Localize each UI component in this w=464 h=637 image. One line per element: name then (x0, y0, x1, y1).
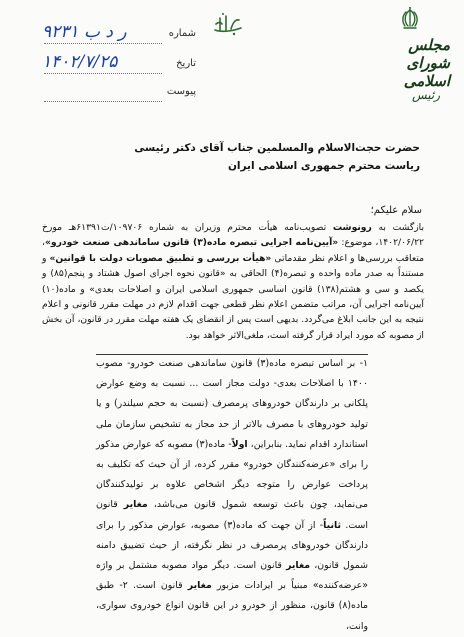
quote-text: - ماده(۳) مصوبه که عوارض مذکور را برای «عرضه‌کنندگان خودرو» مقرر کرده، از آن حیث که تکلیف به پرداخت عوارض را متوجه دیگر اشخاص علاوه بر تولیدکنندگان می‌نماید، چون باعث توسعه شمول قانون می‌باشد، (96, 438, 368, 511)
quote-bold: مغایر (286, 560, 311, 572)
paragraph-text: ، متعاقب بررسی‌ها و اعلام نظر مقدماتی (42, 237, 424, 264)
addressee-line-1: حضرت حجت‌الاسلام والمسلمین جناب آقای دکتر رئیسی (134, 142, 420, 154)
attachment-underline (44, 101, 162, 102)
quote-bold: مغایر (187, 580, 212, 592)
quote-text: - از آن جهت که ماده(۳) مصوبه، عوارض مذکور را برای دارندگان خودروهای پرمصرف در نظر نگرفته، از حیث تضییق دامنه شمول قانون، (96, 519, 368, 572)
quote-text: قانون است. ۲- طبق ماده(۸) قانون، منظور از خودرو در این قانون انواع خودروی سواری، وانت، (96, 580, 368, 632)
paragraph-text: و مستنداً به صدر ماده واحده و تبصره(۴) الحاقی به «قانون نحوه اجرای اصول هشتاد و پنجم(۸۵) و یکصد و سی و هشتم(۱۳۸) قانون اساسی جمهوری اسلامی ایران و اصلاحات بعدی» و ماده(۱۰) آیین‌نامه اجرایی آن، مراتب متضمن اعلام نظر قطعی جهت اقدام لازم در مهلت مقرر قانونی و اعلام نتیجه به این جانب ابلاغ می‌گردد. بدیهی است پس از انقضای یک هفته مهلت مقرر در قانون، آن بخش از مصوبه که مورد ایراد قرار گرفته است، ملغی‌الاثر خواهد بود. (42, 252, 424, 341)
paragraph-text: بازگشت به (371, 222, 424, 233)
number-underline (44, 43, 162, 44)
paragraph-bold: رونوشت (332, 222, 372, 233)
quote-text: قانون است. (96, 499, 368, 531)
attachment-label: پیوست (166, 86, 196, 97)
quote-text: قانون است. دیگر مواد مصوبه مشتمل بر واژه «عرضه‌کننده» مبنیاً بر ایرادات مزبور (96, 560, 369, 592)
bismillah-calligraphy-icon (212, 10, 244, 40)
org-name: مجلس شورای اسلامی (403, 36, 450, 90)
attachment-row (26, 84, 196, 104)
quote-top-rule (96, 354, 368, 355)
letter-meta (26, 22, 196, 106)
letterhead (360, 6, 450, 114)
addressee-line-2: ریاست محترم جمهوری اسلامی ایران (227, 160, 420, 172)
role-title: رئیس (411, 88, 440, 102)
quote-bold: مغایر (123, 499, 148, 511)
number-value: ۹۲۳۱ ر د ب (42, 22, 127, 42)
quote-text: ۱- بر اساس تبصره ماده(۳) قانون ساماندهی صنعت خودرو- مصوب ۱۴۰۰ با اصلاحات بعدی- دولت مجاز است ... نسبت به وضع عوارض پلکانی بر دارندگان خودروهای پرمصرف (نسبت به حجم سیلندر) و یا تولید خودروهای با مصرف بالاتر از حد مجاز به تشخیص سازمان ملی استاندارد اقدام نماید. بنابراین، (96, 358, 369, 450)
paragraph-text: تصویب‌نامه هیأت محترم وزیران به شماره ۱۰۹۷۰۶/ت۶۱۳۹۱هـ مورخ ۱۴۰۲/۰۶/۲۲، موضوع: (42, 222, 424, 249)
date-underline (44, 73, 162, 74)
quote-bold: ثانیاً (323, 519, 342, 531)
date-row (26, 52, 196, 76)
addressee (60, 139, 420, 175)
number-row (26, 22, 196, 46)
quoted-section (96, 354, 369, 632)
number-label: شماره (168, 28, 196, 39)
quote-bold: اولاً (231, 438, 248, 450)
paragraph-bold: «هیأت بررسی و تطبیق مصوبات دولت با قوانین» (49, 252, 272, 264)
iran-emblem-icon (400, 6, 420, 34)
main-paragraph (42, 220, 424, 343)
date-value: ۱۴۰۲/۷/۲۵ (42, 52, 118, 72)
paragraph-bold: «آیین‌نامه اجرایی تبصره ماده(۳) قانون ساماندهی صنعت خودرو» (44, 237, 339, 249)
date-label: تاریخ (176, 58, 196, 69)
greeting: سلام علیکم؛ (370, 205, 422, 216)
